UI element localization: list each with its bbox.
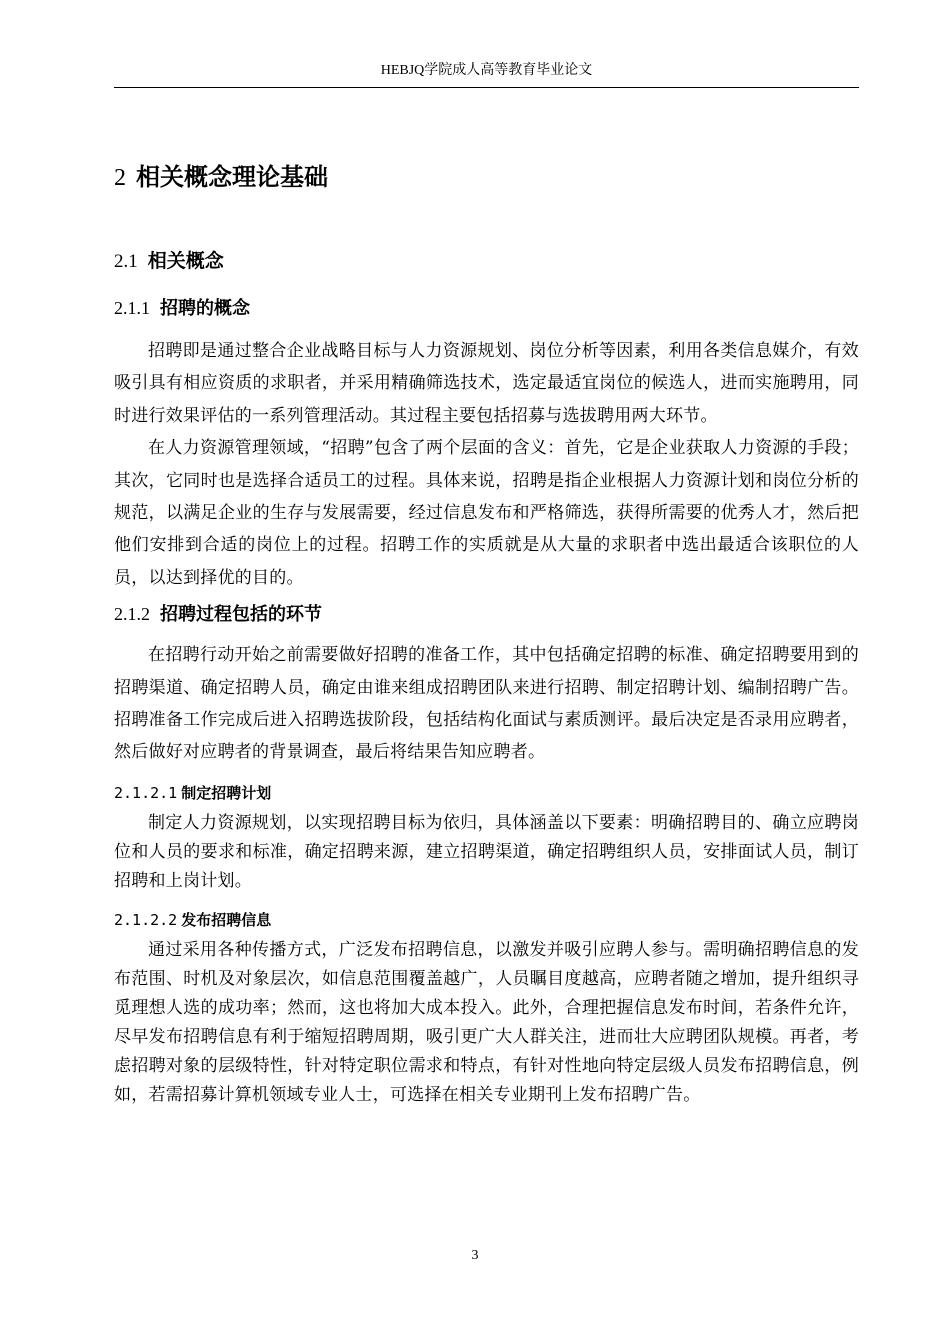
section-heading-2-1 [114,245,859,278]
section-number: 2.1.1 [114,298,150,318]
section-title: 相关概念 [147,250,224,272]
section-number: 2.1.2 [114,604,150,625]
section-number: 2.1 [114,251,138,272]
chapter-number: 2 [114,165,126,191]
paragraph: 招聘即是通过整合企业战略目标与人力资源规划、岗位分析等因素，利用各类信息媒介，有效吸引具有相应资质的求职者，并采用精确筛选技术，选定最适宜岗位的候选人，进而实施聘用，同时进行效果评估的一系列管理活动。其过程主要包括招募与选拔聘用两大环节。 [114,341,859,426]
section-title: 发布招聘信息 [181,910,272,929]
section-title: 制定招聘计划 [181,783,272,802]
paragraph: 在人力资源管理领域，“招聘”包含了两个层面的含义：首先，它是企业获取人力资源的手段；其次，它同时也是选择合适员工的过程。具体来说，招聘是指企业根据人力资源计划和岗位分析的规范，以满足企业的生存与发展需要，经过信息发布和严格筛选，获得所需要的优秀人才，然后把他们安排到合适的岗位上的过程。招聘工作的实质就是从大量的求职者中选出最适合该职位的人员，以达到择优的目的。 [114,438,859,588]
section-heading-2-1-1 [114,292,859,325]
page-footer [0,1248,950,1264]
page-header [114,60,859,88]
paragraph: 制定人力资源规划，以实现招聘目标为依归，具体涵盖以下要素：明确招聘目的、确立应聘岗位和人员的要求和标准，确定招聘来源，建立招聘渠道，确定招聘组织人员，安排面试人员，制订招聘和上岗计划。 [114,812,859,891]
page-content [114,155,859,1110]
section-title: 招聘的概念 [160,298,250,319]
section-heading-2-1-2-2 [114,908,859,932]
section-number: 2.1.2.1 [114,783,178,802]
chapter-heading [114,155,859,199]
section-heading-2-1-2-1 [114,781,859,805]
paragraph: 通过采用各种传播方式，广泛发布招聘信息，以激发并吸引应聘人参与。需明确招聘信息的发布范围、时机及对象层次，如信息范围覆盖越广，人员瞩目度越高，应聘者随之增加，提升组织寻觅理想人选的成功率；然而，这也将加大成本投入。此外，合理把握信息发布时间，若条件允许，尽早发布招聘信息有利于缩短招聘周期，吸引更广大人群关注，进而壮大应聘团队规模。再者，考虑招聘对象的层级特性，针对特定职位需求和特点，有针对性地向特定层级人员发布招聘信息，例如，若需招募计算机领域专业人士，可选择在相关专业期刊上发布招聘广告。 [114,939,859,1105]
page-number: 3 [471,1248,479,1263]
section-title: 招聘过程包括的环节 [160,604,322,626]
chapter-title: 相关概念理论基础 [136,163,328,191]
paragraph: 在招聘行动开始之前需要做好招聘的准备工作，其中包括确定招聘的标准、确定招聘要用到的招聘渠道、确定招聘人员，确定由谁来组成招聘团队来进行招聘、制定招聘计划、编制招聘广告。招聘准备工作完成后进入招聘选拔阶段，包括结构化面试与素质测评。最后决定是否录用应聘者，然后做好对应聘者的背景调查，最后将结果告知应聘者。 [114,645,859,763]
section-number: 2.1.2.2 [114,910,178,929]
header-title: HEBJQ学院成人高等教育毕业论文 [380,63,593,78]
section-heading-2-1-2 [114,598,859,631]
